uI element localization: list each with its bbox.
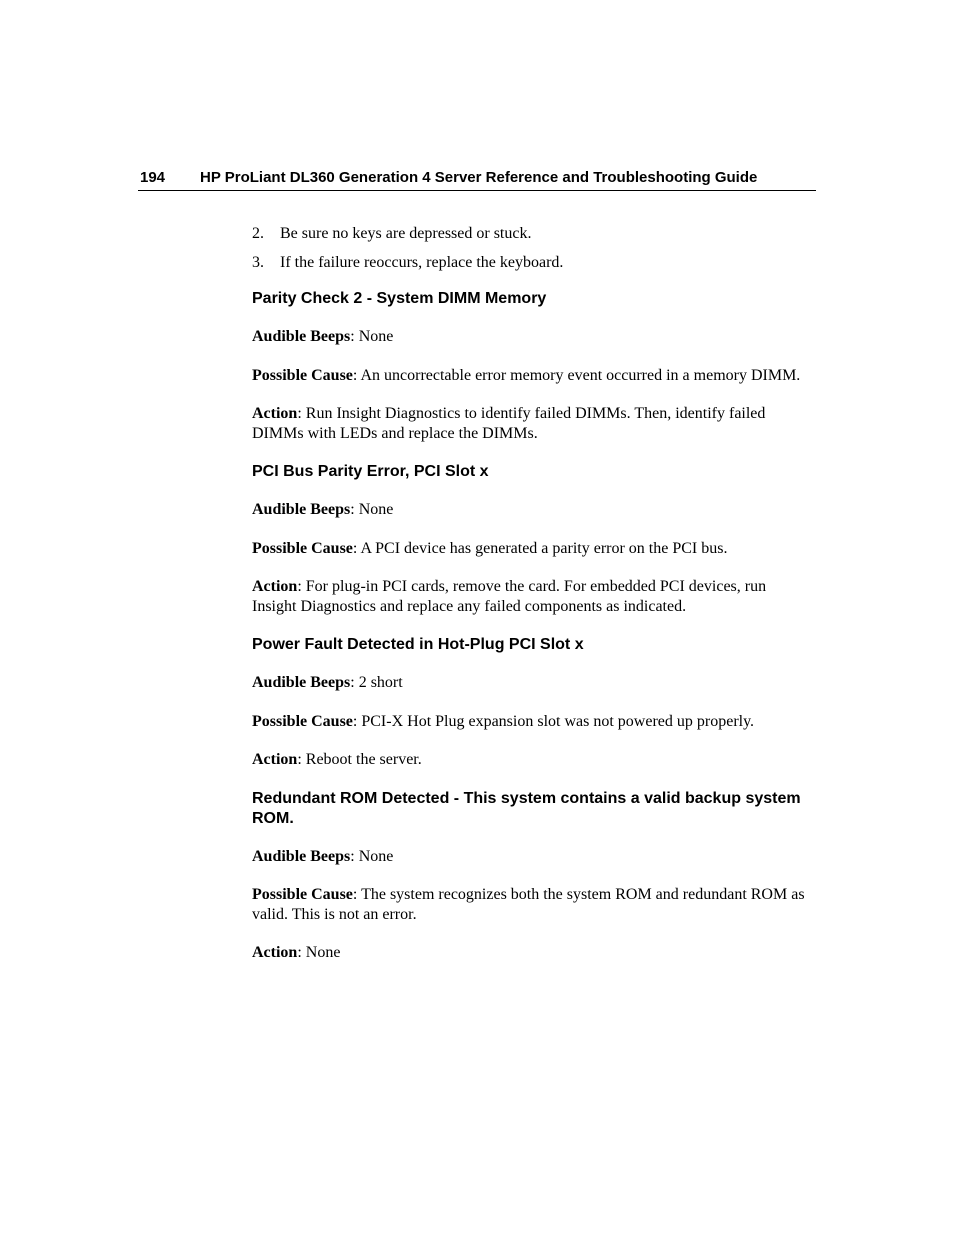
beeps-label: Audible Beeps xyxy=(252,328,351,345)
action xyxy=(252,577,812,616)
cause-value: : An uncorrectable error memory event occurred in a memory DIMM. xyxy=(352,366,801,384)
action-label: Action xyxy=(252,405,298,422)
audible-beeps xyxy=(252,847,812,867)
beeps-value: : None xyxy=(350,847,394,865)
section-heading: Power Fault Detected in Hot-Plug PCI Slot x xyxy=(252,636,584,653)
action-label: Action xyxy=(252,751,298,768)
cause-label: Possible Cause xyxy=(252,712,353,730)
action-label: Action xyxy=(252,578,298,595)
list-item xyxy=(252,253,812,273)
list-item xyxy=(252,224,812,244)
cause-label: Possible Cause xyxy=(252,886,353,903)
beeps-label: Audible Beeps xyxy=(252,847,351,865)
beeps-value: : None xyxy=(350,501,394,518)
possible-cause xyxy=(252,885,812,924)
action xyxy=(252,943,812,963)
beeps-label: Audible Beeps xyxy=(252,674,351,691)
audible-beeps xyxy=(252,500,812,520)
page-number: 194 xyxy=(140,169,166,186)
audible-beeps xyxy=(252,327,812,347)
beeps-value: : None xyxy=(350,328,394,345)
step-text: If the failure reoccurs, replace the keyboard. xyxy=(280,254,564,271)
action-label: Action xyxy=(252,944,298,961)
page-body xyxy=(252,224,812,982)
section-heading: Redundant ROM Detected - This system contains a valid backup system ROM. xyxy=(252,789,801,827)
action xyxy=(252,750,812,770)
cause-value: : The system recognizes both the system ROM and redundant ROM as valid. This is not an error. xyxy=(252,886,805,923)
cause-label: Possible Cause xyxy=(252,539,353,557)
step-text: Be sure no keys are depressed or stuck. xyxy=(280,225,532,242)
possible-cause xyxy=(252,366,812,386)
beeps-value: : 2 short xyxy=(350,674,403,691)
section-heading: Parity Check 2 - System DIMM Memory xyxy=(252,290,547,307)
page-header xyxy=(138,168,816,191)
error-section xyxy=(252,462,812,616)
possible-cause xyxy=(252,712,812,732)
action-value: : Reboot the server. xyxy=(297,751,422,768)
section-heading: PCI Bus Parity Error, PCI Slot x xyxy=(252,463,489,480)
running-title: HP ProLiant DL360 Generation 4 Server Reference and Troubleshooting Guide xyxy=(200,169,758,186)
error-section xyxy=(252,635,812,770)
error-section xyxy=(252,789,812,963)
cause-value: : PCI-X Hot Plug expansion slot was not powered up properly. xyxy=(352,712,755,730)
cause-label: Possible Cause xyxy=(252,366,353,384)
action-value: : For plug-in PCI cards, remove the card. For embedded PCI devices, run Insight Diagnostics and replace any failed components as indicated. xyxy=(252,578,767,615)
possible-cause xyxy=(252,539,812,559)
action-value: : Run Insight Diagnostics to identify failed DIMMs. Then, identify failed DIMMs with LEDs and replace the DIMMs. xyxy=(252,405,766,442)
action-value: : None xyxy=(297,944,341,961)
action xyxy=(252,404,812,443)
step-number: 2. xyxy=(252,225,264,242)
audible-beeps xyxy=(252,673,812,693)
error-section xyxy=(252,289,812,443)
cause-value: : A PCI device has generated a parity error on the PCI bus. xyxy=(352,539,728,557)
beeps-label: Audible Beeps xyxy=(252,501,351,518)
step-number: 3. xyxy=(252,254,264,271)
